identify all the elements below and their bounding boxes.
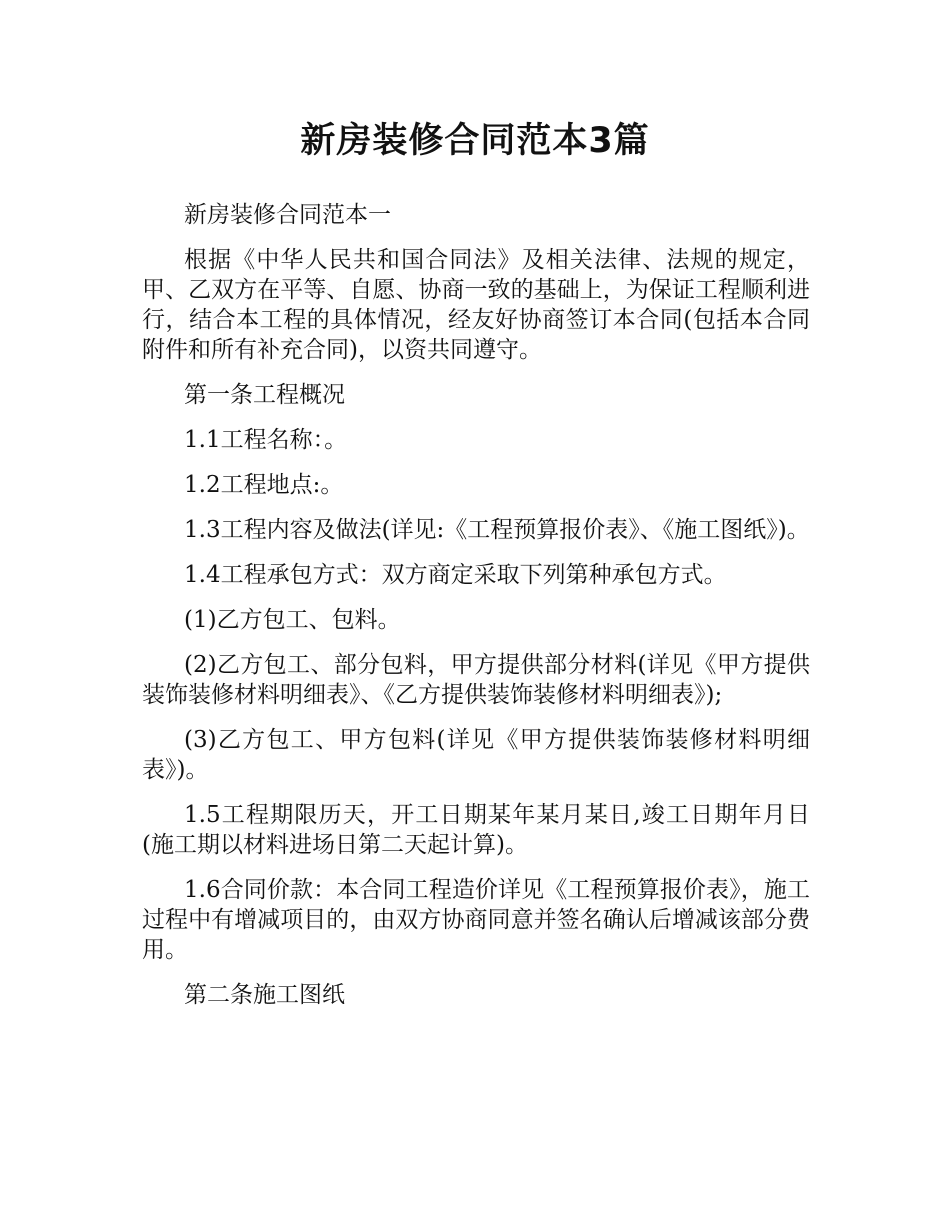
clause-1-5: 1.5工程期限历天，开工日期某年某月某日,竣工日期年月日(施工期以材料进场日第二天起计算)。 — [142, 802, 810, 858]
article-two-heading: 第二条施工图纸 — [184, 982, 345, 1008]
clause-1-1: 1.1工程名称：。 — [184, 427, 348, 453]
clause-1-4-option-3: (3)乙方包工、甲方包料(详见《甲方提供装饰装修材料明细表》)。 — [142, 727, 810, 783]
clause-1-4-option-1: (1)乙方包工、包料。 — [184, 607, 401, 633]
clause-1-4: 1.4工程承包方式：双方商定采取下列第种承包方式。 — [184, 562, 727, 588]
article-one-heading: 第一条工程概况 — [184, 382, 345, 408]
clause-1-4-option-2: (2)乙方包工、部分包料，甲方提供部分材料(详见《甲方提供装饰装修材料明细表》、《乙方提供装饰装修材料明细表》); — [142, 652, 810, 708]
clause-1-2: 1.2工程地点:。 — [184, 472, 344, 498]
clause-1-6: 1.6合同价款：本合同工程造价详见《工程预算报价表》，施工过程中有增减项目的，由双方协商同意并签名确认后增减该部分费用。 — [142, 877, 810, 963]
document-body — [142, 200, 810, 1025]
preamble-paragraph: 根据《中华人民共和国合同法》及相关法律、法规的规定，甲、乙双方在平等、自愿、协商一致的基础上，为保证工程顺利进行，结合本工程的具体情况，经友好协商签订本合同(包括本合同附件和所有补充合同)，以资共同遵守。 — [142, 247, 810, 363]
clause-1-3: 1.3工程内容及做法(详见:《工程预算报价表》、《施工图纸》)。 — [184, 517, 810, 543]
document-title: 新房装修合同范本3篇 — [300, 121, 650, 161]
section-heading-contract-one: 新房装修合同范本一 — [184, 202, 391, 228]
